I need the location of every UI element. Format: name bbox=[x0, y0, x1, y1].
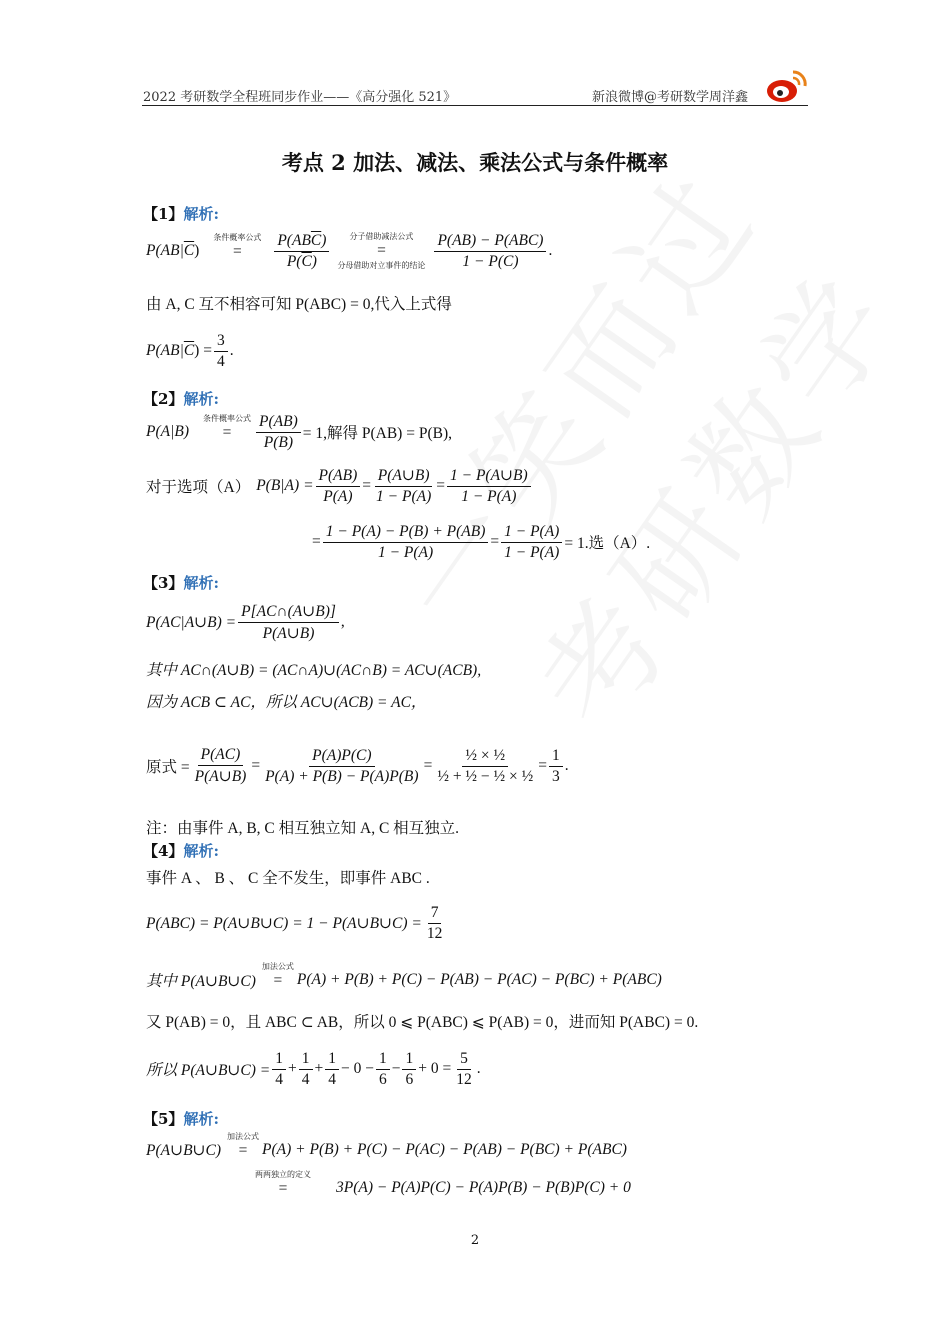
page-title: 考点 2 加法、减法、乘法公式与条件概率 bbox=[281, 150, 669, 175]
q2-line1: P(A|B) 条件概率公式 = $\frac{P(AB)}{P(B)}$ = 1,解得 P(AB) = P(B), bbox=[146, 412, 452, 451]
q5-line2: 两两独立的定义 = 3P(A) − P(A)P(C) − P(A)P(B) − P(B)P(C) + 0 bbox=[255, 1170, 631, 1197]
q2-line2: 对于选项（A） P(B|A) = $\frac{P(AB)}{P(A)}$ = $\frac{P(A\cup B)}{1 - P(A)}$ = $\frac{1 - P(A\cup B)}{1 - P(A)}$ bbox=[146, 464, 533, 508]
q5-line1: P(A∪B∪C) 加法公式 = P(A) + P(B) + P(C) − P(AC) − P(AB) − P(BC) + P(ABC) bbox=[146, 1132, 627, 1159]
page-number: 2 bbox=[470, 1233, 480, 1248]
header-rule bbox=[142, 105, 808, 106]
q4-heading: 【4】解析: bbox=[143, 842, 219, 860]
q4-line5: 所以 P(A∪B∪C) = $\frac{1}{4}$ + $\frac{1}{4}$ + $\frac{1}{4}$ − 0 − $\frac{1}{6}$ − $\frac{1}{6}$ + 0 = $\frac{5}{12}$ . bbox=[146, 1049, 481, 1088]
q5-heading: 【5】解析: bbox=[143, 1110, 219, 1128]
q2-line3: = $\frac{1 - P(A) - P(B) + P(AB)}{1 - P(A)}$ = $\frac{1 - P(A)}{1 - P(A)}$ = 1.选（A）. bbox=[312, 522, 651, 561]
q4-line2: P(ABC) = P(A∪B∪C) = 1 − P(A∪B∪C) = $\frac{7}{12}$ bbox=[146, 903, 443, 942]
header-left: 2022 考研数学全程班同步作业——《高分强化 521》 bbox=[143, 90, 457, 105]
q3-line3: 因为 ACB ⊂ AC，所以 AC∪(ACB) = AC， bbox=[146, 694, 427, 711]
q1-heading: 【1】解析: bbox=[143, 205, 219, 223]
q3-line2: 其中 AC∩(A∪B) = (AC∩A)∪(AC∩B) = AC∪(ACB), bbox=[146, 662, 482, 679]
q4-line1: 事件 A 、 B 、 C 全不发生，即事件 ABC . bbox=[146, 870, 430, 887]
q4-line4: 又 P(AB) = 0，且 ABC ⊂ AB，所以 0 ⩽ P(ABC) ⩽ P(AB) = 0，进而知 P(ABC) = 0. bbox=[146, 1014, 699, 1031]
q2-heading: 【2】解析: bbox=[143, 390, 219, 408]
weibo-logo-icon bbox=[765, 66, 809, 110]
q3-line1: P(AC|A∪B) = $\frac{P[AC\cap(A\cup B)]}{P(A\cup B)}$ , bbox=[146, 602, 345, 642]
q3-note: 注：由事件 A, B, C 相互独立知 A, C 相互独立. bbox=[146, 820, 460, 837]
q3-line4: 原式 = $\frac{P(AC)}{P(A\cup B)}$ = $\frac{P(A)P(C)}{P(A) + P(B) - P(A)P(B)}$ = $\frac{\text{½ × ½}}{\text{½ + ½ − ½ × ½}}$ = $\frac{1}{3}$ . bbox=[146, 746, 569, 785]
q1-line1: P(AB| $\overline{C}$ ) 条件概率公式 = $\frac{P(AB\overline{C})}{P(\overline{C})}$ 分子借助减法公式 = 分母借助对立事件的结论 $\frac{\text{P(AB) − P(ABC)}}{1 - P(C)}$ . bbox=[146, 231, 553, 270]
q1-line2: 由 A, C 互不相容可知 P(ABC) = 0,代入上式得 bbox=[146, 296, 452, 313]
header-right: 新浪微博@考研数学周洋鑫 bbox=[592, 90, 749, 105]
q3-heading: 【3】解析: bbox=[143, 574, 219, 592]
q4-line3: 其中 P(A∪B∪C) 加法公式 = P(A) + P(B) + P(C) − P(AB) − P(AC) − P(BC) + P(ABC) bbox=[146, 962, 662, 990]
q1-line3: P(AB| $\overline{C}$ ) = $\frac{3}{4}$ . bbox=[146, 331, 234, 370]
